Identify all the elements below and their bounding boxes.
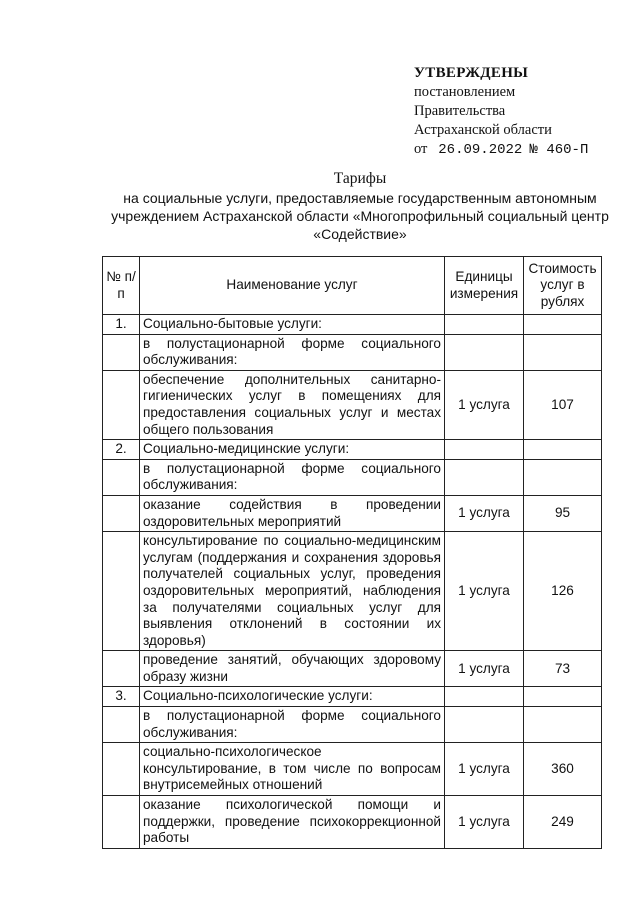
service-name: проведение занятий, обучающих здоровому образу жизни: [140, 651, 445, 687]
unit-of-measure: 1 услуга: [445, 796, 524, 849]
service-price: [524, 459, 602, 495]
service-price: 126: [524, 532, 602, 651]
row-number: [103, 707, 140, 743]
document-title-block: [100, 170, 620, 243]
row-number: [103, 495, 140, 531]
service-price: [524, 707, 602, 743]
approval-date-line: [414, 140, 624, 160]
service-price: 360: [524, 743, 602, 796]
unit-of-measure: 1 услуга: [445, 370, 524, 439]
approval-date: 26.09.2022: [438, 142, 523, 158]
row-number: [103, 370, 140, 439]
header-name: Наименование услуг: [140, 257, 445, 315]
table-row: [103, 495, 602, 531]
unit-of-measure: [445, 707, 524, 743]
tariffs-table: [102, 256, 602, 849]
row-number: [103, 651, 140, 687]
service-price: 107: [524, 370, 602, 439]
service-name: социально-психологическое консультирование, в том числе по вопросам внутрисемейных отношений: [140, 743, 445, 796]
header-price: Стоимость услуг в рублях: [524, 257, 602, 315]
approval-number: № 460-П: [529, 142, 589, 158]
service-name: оказание психологической помощи и поддержки, проведение психокоррекционной работы: [140, 796, 445, 849]
table-row: [103, 687, 602, 707]
table-row: [103, 796, 602, 849]
unit-of-measure: [445, 440, 524, 460]
date-prefix: от: [414, 141, 428, 157]
service-name: консультирование по социально-медицинским услугам (поддержания и сохранения здоровья получателей социальных услуг, проведения оздоровительных мероприятий, наблюдения за получателями социальных услуг для выявления отклонений в состоянии их здоровья): [140, 532, 445, 651]
unit-of-measure: [445, 459, 524, 495]
service-price: 95: [524, 495, 602, 531]
unit-of-measure: [445, 315, 524, 335]
service-price: [524, 315, 602, 335]
approval-line-3: Астраханской области: [414, 122, 552, 138]
tariffs-table-body: [103, 315, 602, 849]
approval-line-2: Правительства: [414, 103, 506, 119]
unit-of-measure: [445, 687, 524, 707]
unit-of-measure: 1 услуга: [445, 532, 524, 651]
document-subtitle: на социальные услуги, предоставляемые государственным автономным учреждением Астраханской области «Многопрофильный социальный центр «Содействие»: [111, 189, 609, 242]
unit-of-measure: 1 услуга: [445, 495, 524, 531]
unit-of-measure: [445, 334, 524, 370]
table-row: [103, 743, 602, 796]
row-number: [103, 334, 140, 370]
service-name: в полустационарной форме социального обслуживания:: [140, 334, 445, 370]
header-unit: Единицы измерения: [445, 257, 524, 315]
service-name: обеспечение дополнительных санитарно-гигиенических услуг в помещениях для предоставления социальных услуг и местах общего пользования: [140, 370, 445, 439]
table-row: [103, 707, 602, 743]
table-row: [103, 370, 602, 439]
header-num: № п/п: [103, 257, 140, 315]
row-number: [103, 532, 140, 651]
service-price: [524, 440, 602, 460]
row-number: 3.: [103, 687, 140, 707]
row-number: [103, 743, 140, 796]
service-price: 73: [524, 651, 602, 687]
table-row: [103, 532, 602, 651]
table-row: [103, 334, 602, 370]
service-price: [524, 687, 602, 707]
service-name: оказание содействия в проведении оздоровительных мероприятий: [140, 495, 445, 531]
service-name: в полустационарной форме социального обслуживания:: [140, 459, 445, 495]
service-price: [524, 334, 602, 370]
table-row: [103, 459, 602, 495]
table-row: [103, 651, 602, 687]
row-number: [103, 796, 140, 849]
unit-of-measure: 1 услуга: [445, 743, 524, 796]
table-header-row: [103, 257, 602, 315]
service-name: Социально-медицинские услуги:: [140, 440, 445, 460]
service-price: 249: [524, 796, 602, 849]
table-row: [103, 440, 602, 460]
table-row: [103, 315, 602, 335]
service-name: в полустационарной форме социального обслуживания:: [140, 707, 445, 743]
approval-block: [414, 64, 624, 160]
unit-of-measure: 1 услуга: [445, 651, 524, 687]
approval-heading: УТВЕРЖДЕНЫ: [414, 65, 529, 81]
approval-line-1: постановлением: [414, 84, 516, 100]
row-number: 1.: [103, 315, 140, 335]
row-number: 2.: [103, 440, 140, 460]
document-title: Тарифы: [333, 170, 387, 187]
service-name: Социально-бытовые услуги:: [140, 315, 445, 335]
row-number: [103, 459, 140, 495]
service-name: Социально-психологические услуги:: [140, 687, 445, 707]
